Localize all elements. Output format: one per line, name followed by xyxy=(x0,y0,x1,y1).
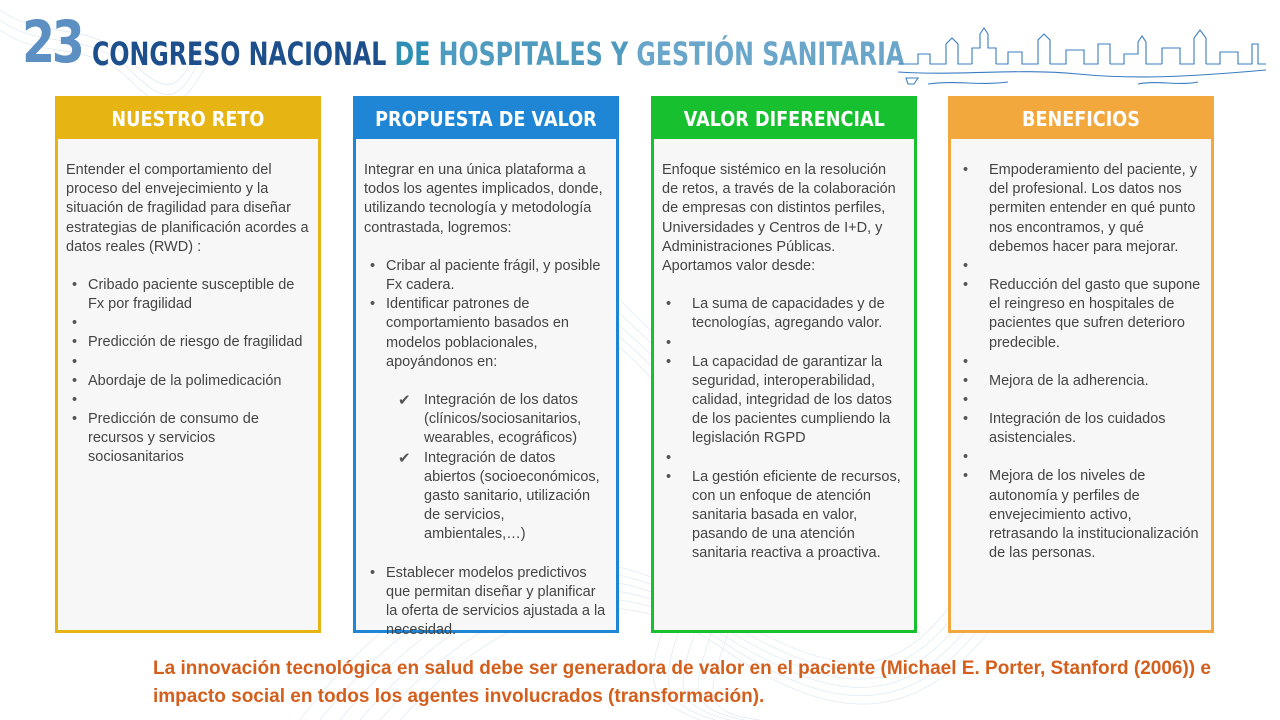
propuesta-sublist xyxy=(364,391,608,545)
card-title-beneficios: BENEFICIOS xyxy=(951,99,1211,139)
list-item: • Mejora de la adherencia. xyxy=(959,372,1203,391)
card-title-reto: NUESTRO RETO xyxy=(58,99,318,139)
list-item: • Cribar al paciente frágil, y posible Fx cadera. xyxy=(364,257,608,295)
list-item: • Identificar patrones de comportamiento basados en modelos poblacionales, apoyándonos en: xyxy=(364,295,608,372)
card-beneficios xyxy=(948,96,1214,633)
list-item: • Establecer modelos predictivos que permitan diseñar y planificar la oferta de servicios ajustada a la necesidad. xyxy=(364,564,608,641)
card-body-reto xyxy=(58,139,318,467)
check-icon: ✔ xyxy=(398,448,411,467)
congress-title xyxy=(92,34,904,74)
title-part-2: DE xyxy=(394,35,431,73)
list-item: • Integración de los cuidados asistenciales. xyxy=(959,410,1203,448)
porter-quote: La innovación tecnológica en salud debe ser generadora de valor en el paciente (Michael E. Porter, Stanford (2006)) e impacto social en todos los agentes involucrados (transformación). xyxy=(153,658,1211,707)
list-item: • Predicción de riesgo de fragilidad xyxy=(66,333,310,352)
check-icon: ✔ xyxy=(398,391,411,410)
card-title-propuesta: PROPUESTA DE VALOR xyxy=(356,99,616,139)
list-item: • Abordaje de la polimedicación xyxy=(66,372,310,391)
propuesta-list-end xyxy=(364,564,608,641)
title-part-1: CONGRESO NACIONAL xyxy=(92,35,387,73)
title-part-3: HOSPITALES Y xyxy=(438,35,629,73)
list-item: • Mejora de los niveles de autonomía y perfiles de envejecimiento activo, retrasando la institucionalización de las personas. xyxy=(959,467,1203,563)
edition-number: 23 xyxy=(22,8,82,76)
list-item: • Empoderamiento del paciente, y del profesional. Los datos nos permiten entender en qué punto nos encontramos, y qué debemos hacer para mejorar. xyxy=(959,161,1203,257)
reto-list xyxy=(66,276,310,467)
list-item: ✔ Integración de los datos (clínicos/sociosanitarios, wearables, ecográficos) xyxy=(398,391,582,447)
list-item: • La capacidad de garantizar la seguridad, interoperabilidad, calidad, integridad de los datos de los pacientes cumpliendo la legislación RGPD xyxy=(662,353,906,449)
list-item: • Reducción del gasto que supone el reingreso en hospitales de pacientes que sufren deterioro predecible. xyxy=(959,276,1203,353)
diferencial-list xyxy=(662,295,906,563)
card-body-beneficios xyxy=(951,139,1211,563)
list-item: • La suma de capacidades y de tecnologías, agregando valor. xyxy=(662,295,906,333)
propuesta-list xyxy=(364,257,608,372)
beneficios-list xyxy=(959,161,1203,563)
list-item: • La gestión eficiente de recursos, con un enfoque de atención sanitaria basada en valor, pasando de una atención sanitaria reactiva a proactiva. xyxy=(662,468,906,564)
list-item: • Cribado paciente susceptible de Fx por fragilidad xyxy=(66,276,310,314)
city-skyline-illustration xyxy=(898,14,1266,90)
card-body-propuesta xyxy=(356,139,616,640)
diferencial-intro: Enfoque sistémico en la resolución de retos, a través de la colaboración de empresas con distintos perfiles, Universidades y Centros de I+D, y Administraciones Públicas. Aportamos valor desde: xyxy=(662,162,896,275)
title-part-4: GESTIÓN SANITARIA xyxy=(636,35,905,73)
reto-intro: Entender el comportamiento del proceso del envejecimiento y la situación de fragilidad para diseñar estrategias de planificación acordes a datos reales (RWD) : xyxy=(66,162,309,255)
card-title-diferencial: VALOR DIFERENCIAL xyxy=(654,99,914,139)
list-item: ✔ Integración de datos abiertos (socioeconómicos, gasto sanitario, utilización de servicios, ambientales,…) xyxy=(398,448,600,543)
card-valor-diferencial xyxy=(651,96,917,633)
list-item: • Predicción de consumo de recursos y servicios sociosanitarios xyxy=(66,410,310,468)
congress-header xyxy=(0,0,1280,92)
card-nuestro-reto xyxy=(55,96,321,633)
propuesta-intro: Integrar en una única plataforma a todos los agentes implicados, donde, utilizando tecnología y metodología contrastada, logremos: xyxy=(364,162,603,236)
card-propuesta-de-valor xyxy=(353,96,619,639)
card-body-diferencial xyxy=(654,139,914,564)
